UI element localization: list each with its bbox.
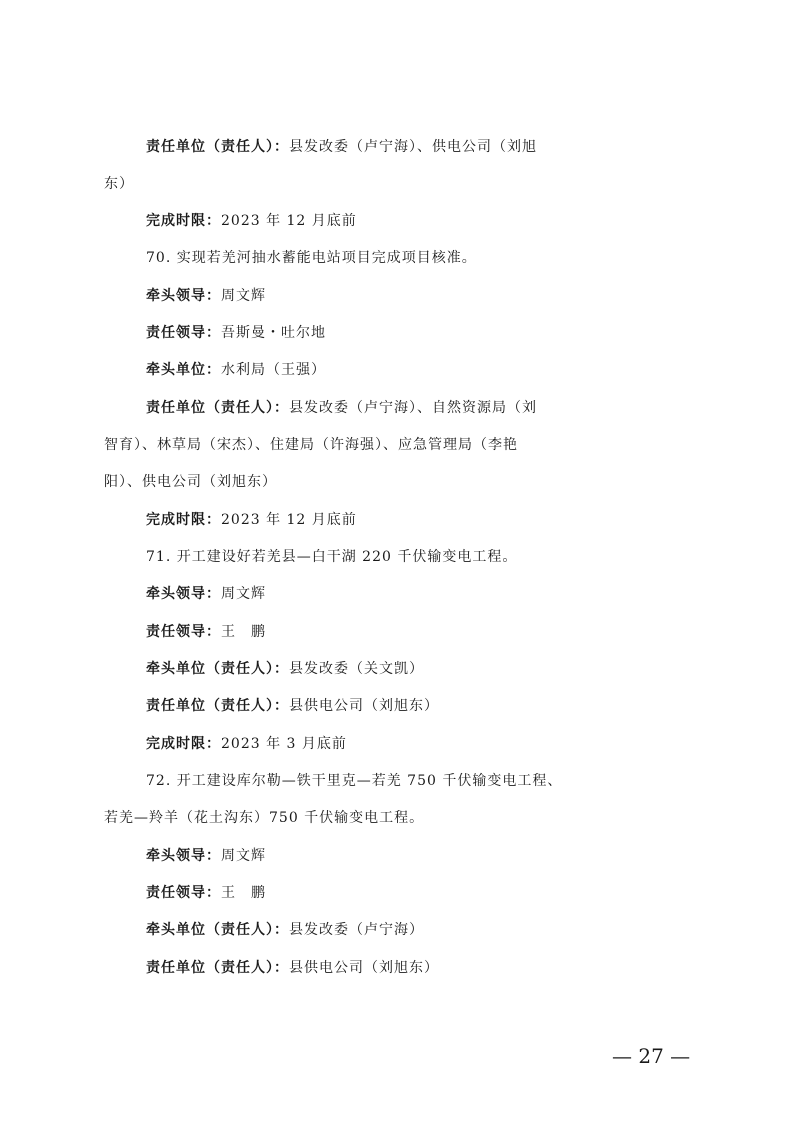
line-text: 2023 年 12 月底前 (221, 213, 357, 229)
line-label: 责任领导： (146, 325, 221, 341)
line-text: 县供电公司（刘旭东） (289, 960, 439, 976)
line-15 (0, 655, 793, 683)
line-text: 王 鹏 (221, 624, 266, 640)
line-4 (0, 244, 793, 272)
line-16 (0, 692, 793, 720)
line-text: 县发改委（卢宁海） (289, 922, 424, 938)
line-10 (0, 468, 793, 496)
line-label: 牵头单位（责任人）： (146, 661, 289, 677)
line-text: 水利局（王强） (221, 362, 326, 378)
line-text: 70. 实现若羌河抽水蓄能电站项目完成项目核准。 (146, 250, 477, 266)
line-1 (0, 133, 793, 161)
line-text: 王 鹏 (221, 885, 266, 901)
line-label: 完成时限： (146, 736, 221, 752)
line-5 (0, 282, 793, 310)
line-text: 阳）、供电公司（刘旭东） (104, 474, 277, 490)
line-label: 牵头领导： (146, 586, 221, 602)
line-19 (0, 804, 793, 832)
line-label: 牵头领导： (146, 848, 221, 864)
line-text: 东） (104, 176, 134, 192)
line-21 (0, 879, 793, 907)
line-22 (0, 916, 793, 944)
line-18 (0, 767, 793, 795)
line-text: 县发改委（关文凯） (289, 661, 424, 677)
line-text: 县供电公司（刘旭东） (289, 698, 439, 714)
line-text: 72. 开工建设库尔勒—铁干里克—若羌 750 千伏输变电工程、 (146, 773, 563, 789)
line-label: 牵头单位（责任人）： (146, 922, 289, 938)
line-8 (0, 394, 793, 422)
line-2 (0, 170, 793, 198)
line-label: 牵头单位： (146, 362, 221, 378)
line-text: 2023 年 3 月底前 (221, 736, 347, 752)
line-11 (0, 506, 793, 534)
line-label: 责任领导： (146, 624, 221, 640)
line-label: 责任单位（责任人）： (146, 698, 289, 714)
line-14 (0, 618, 793, 646)
line-text: 若羌—羚羊（花土沟东）750 千伏输变电工程。 (104, 810, 425, 826)
line-label: 责任单位（责任人）： (146, 139, 289, 155)
line-label: 完成时限： (146, 213, 221, 229)
line-label: 牵头领导： (146, 288, 221, 304)
line-12 (0, 543, 793, 571)
line-13 (0, 580, 793, 608)
line-text: 吾斯曼・吐尔地 (221, 325, 326, 341)
line-text: 智育）、林草局（宋杰）、住建局（许海强）、应急管理局（李艳 (104, 437, 518, 453)
line-9 (0, 431, 793, 459)
line-7 (0, 356, 793, 384)
line-20 (0, 842, 793, 870)
line-23 (0, 954, 793, 982)
line-6 (0, 319, 793, 347)
page-number: — 27 — (612, 1044, 691, 1068)
line-label: 责任领导： (146, 885, 221, 901)
line-3 (0, 207, 793, 235)
line-label: 责任单位（责任人）： (146, 960, 289, 976)
line-text: 周文辉 (221, 586, 266, 602)
line-text: 县发改委（卢宁海）、供电公司（刘旭 (289, 139, 537, 155)
line-label: 完成时限： (146, 512, 221, 528)
line-17 (0, 730, 793, 758)
line-label: 责任单位（责任人）： (146, 400, 289, 416)
line-text: 周文辉 (221, 288, 266, 304)
line-text: 周文辉 (221, 848, 266, 864)
line-text: 县发改委（卢宁海）、自然资源局（刘 (289, 400, 537, 416)
line-text: 2023 年 12 月底前 (221, 512, 357, 528)
line-text: 71. 开工建设好若羌县—白干湖 220 千伏输变电工程。 (146, 549, 518, 565)
